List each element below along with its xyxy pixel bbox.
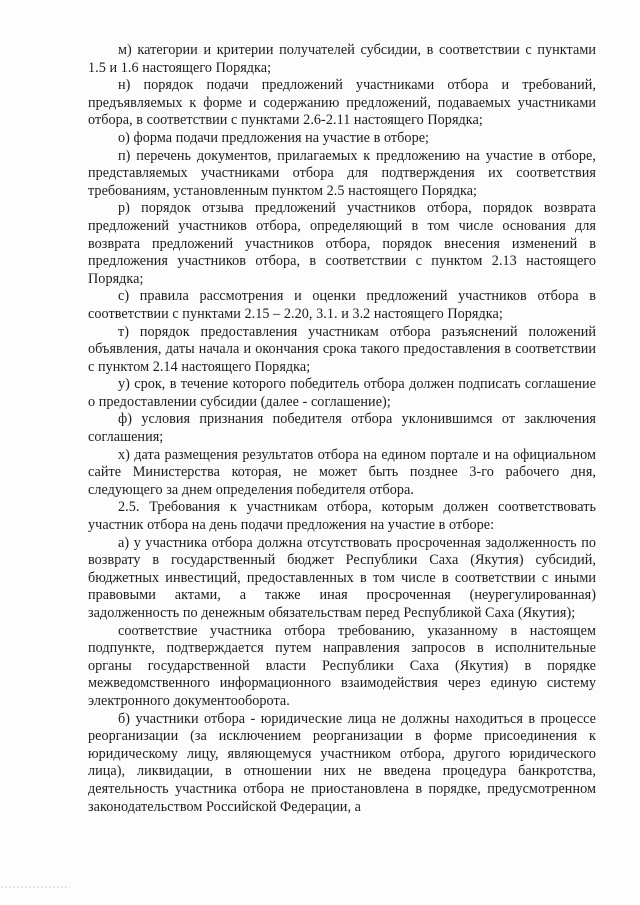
paragraph-t: т) порядок предоставления участникам отбора разъяснений положений объявления, даты начала и окончания срока такого предоставления в соответствии с пунктом 2.14 настоящего Порядка; [88,323,596,375]
paragraph-b: б) участники отбора - юридические лица не должны находиться в процессе реорганизации (за исключением реорганизации в форме присоединения к юридическому лицу, являющемуся участником отбора, другого юридического лица), ликвидации, в отношении них не введена процедура банкротства, деятельность участника отбора не приостановлена в порядке, предусмотренном законодательством Российской Федерации, а [88,710,596,815]
paragraph-p: п) перечень документов, прилагаемых к предложению на участие в отборе, представляемых участниками отбора для подтверждения их соответствия требованиям, установленным пунктом 2.5 настоящего Порядка; [88,147,596,199]
document-body [88,42,596,816]
paragraph-m: м) категории и критерии получателей субсидии, в соответствии с пунктами 1.5 и 1.6 настоящего Порядка; [88,42,596,76]
paragraph-u: у) срок, в течение которого победитель отбора должен подписать соглашение о предоставлении субсидии (далее - соглашение); [88,376,596,410]
paragraph-a: а) у участника отбора должна отсутствовать просроченная задолженность по возврату в государственный бюджет Республики Саха (Якутия) субсидий, бюджетных инвестиций, предоставленных в том числе в соответствии с иными правовыми актами, а также иная просроченная (неурегулированная) задолженность по денежным обязательствам перед Республикой Саха (Якутия); [88,534,596,621]
scan-artifact-dots [0,886,70,888]
paragraph-s: с) правила рассмотрения и оценки предложений участников отбора в соответствии с пунктами 2.15 – 2.20, 3.1. и 3.2 настоящего Порядка; [88,288,596,322]
paragraph-kh: х) дата размещения результатов отбора на едином портале и на официальном сайте Министерства которая, не может быть позднее 3-го рабочего дня, следующего за днем определения победителя отбора. [88,446,596,498]
section-2-5-heading: 2.5. Требования к участникам отбора, которым должен соответствовать участник отбора на день подачи предложения на участие в отборе: [88,499,596,534]
paragraph-n: н) порядок подачи предложений участниками отбора и требований, предъявляемых к форме и содержанию предложений, подаваемых участниками отбора, в соответствии с пунктами 2.6-2.11 настоящего Порядка; [88,77,596,129]
paragraph-a-verification: соответствие участника отбора требованию, указанному в настоящем подпункте, подтверждается путем направления запросов в исполнительные органы государственной власти Республики Саха (Якутия) в порядке межведомственного информационного взаимодействия через единую систему электронного документооборота. [88,622,596,709]
paragraph-r: р) порядок отзыва предложений участников отбора, порядок возврата предложений участников отбора, определяющий в том числе основания для возврата предложений участников отбора, порядок внесения изменений в предложения участников отбора, в соответствии с пунктом 2.13 настоящего Порядка; [88,200,596,287]
paragraph-f: ф) условия признания победителя отбора уклонившимся от заключения соглашения; [88,411,596,446]
paragraph-o: о) форма подачи предложения на участие в отборе; [118,129,430,146]
